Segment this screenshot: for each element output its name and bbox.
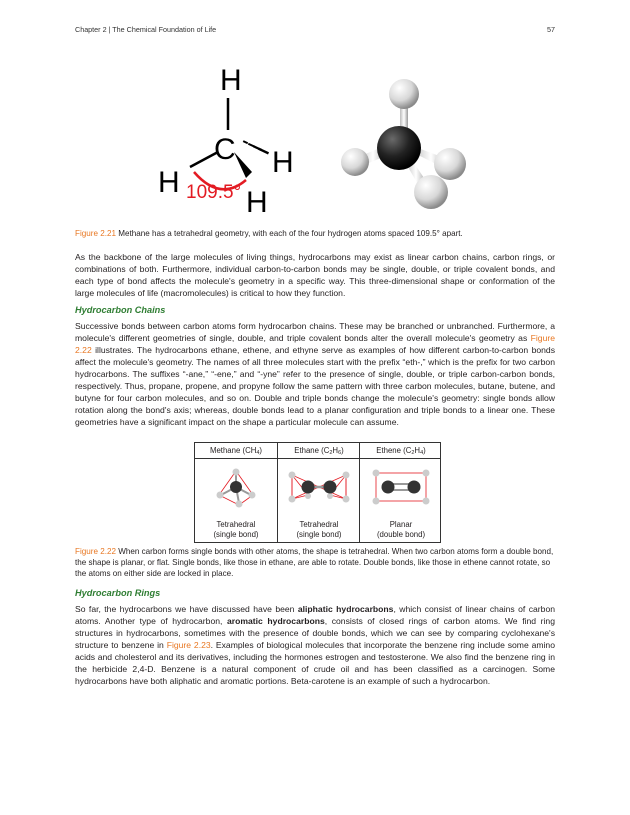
section-heading-chains: Hydrocarbon Chains — [75, 305, 166, 315]
chapter-title: Chapter 2 | The Chemical Foundation of Life — [75, 25, 217, 34]
figure-label: Figure 2.22 — [75, 547, 116, 556]
figure-label: Figure 2.21 — [75, 229, 116, 238]
paragraph-intro: As the backbone of the large molecules of living things, hydrocarbons may exist as linear carbon chains, carbon rings, or combinations of both. Furthermore, individual carbon-to-carbon bonds may be single, double, or triple covalent bonds, and each type of bond affects the molecule's geometry in a specific way. This three-dimensional shape or conformation of the large molecules of life (macromolecules) is critical to how they function. — [75, 252, 555, 298]
table-column-methane — [195, 443, 277, 542]
atom-c: C — [214, 133, 236, 166]
paragraph-chains: Successive bonds between carbon atoms form hydrocarbon chains. These may be branched or unbranched. Furthermore, a molecule's different geometries of single, double, and triple covalent bonds alter the overall molecule's geometry as Figure 2.22 illustrates. The hydrocarbons ethane, ethene, and ethyne serve as examples of how different carbon-to-carbon bonds affect the molecule's geometry. The names of all three molecules start with the prefix “eth-,” which is the prefix for two carbon hydrocarbons. The suffixes “-ane,” “-ene,” and “-yne” refer to the presence of single, double, or triple carbon-carbon bonds, respectively. Thus, propane, propene, and propyne follow the same pattern with three carbon molecules, butane, butene, and butyne for four carbon molecules, and so on. Double and triple bonds change the molecule's geometry: single bonds allow rotation along the bond's axis; whereas, double bonds lead to a planar configuration and triple bonds to a linear one. These geometries have a significant impact on the shape a particular molecule can assume. — [75, 321, 555, 427]
term-aromatic: aromatic hydrocarbons — [227, 615, 325, 626]
figure-2-23-link[interactable]: Figure 2.23 — [166, 639, 211, 650]
section-heading-rings: Hydrocarbon Rings — [75, 588, 161, 598]
figure-2-22-link[interactable]: Figure 2.22 — [75, 332, 555, 355]
figure-2-21-caption: Figure 2.21 Methane has a tetrahedral geometry, with each of the four hydrogen atoms spaced 109.5° apart. — [75, 229, 463, 238]
geometry-label: Tetrahedral (single bond) — [296, 520, 342, 539]
ethene-model — [368, 465, 434, 509]
methane-figure — [150, 52, 480, 227]
geometry-label: Planar (double bond) — [376, 520, 426, 539]
page-header — [75, 25, 555, 37]
atom-h-right: H — [272, 146, 294, 179]
figure-2-22-table — [194, 442, 441, 543]
atom-h-bottom: H — [246, 186, 268, 219]
column-header: Methane $(CH_4)$ — [209, 446, 263, 456]
geometry-label: Tetrahedral (single bond) — [213, 520, 259, 539]
atom-h-top: H — [220, 64, 242, 97]
methane-structural-formula — [158, 64, 294, 219]
term-aliphatic: aliphatic hydrocarbons — [297, 604, 394, 614]
methane-ball-and-stick-model — [341, 79, 466, 209]
ethane-model — [286, 465, 352, 509]
atom-h-left: H — [158, 166, 180, 199]
methane-model — [211, 465, 261, 509]
bond-angle-label: 109.5° — [186, 182, 242, 203]
column-header: Ethene $(C_2H_4)$ — [376, 446, 426, 456]
column-header: Ethane $(C_2H_6)$ — [294, 446, 344, 456]
table-column-ethene — [359, 443, 441, 542]
table-column-ethane — [277, 443, 359, 542]
page-number: 57 — [547, 25, 555, 34]
figure-2-22-caption: Figure 2.22 When carbon forms single bonds with other atoms, the shape is tetrahedral. When two carbon atoms form a double bond, the shape is planar, or flat. Single bonds, like those in ethane, are able to rotate. Double bonds, like those in ethene cannot rotate, so the atoms on either side are locked in place. — [75, 547, 554, 578]
paragraph-rings: So far, the hydrocarbons we have discussed have been aliphatic hydrocarbons, which consist of linear chains of carbon atoms. Another type of hydrocarbon, aromatic hydrocarbons, consists of closed rings of carbon atoms. We find ring structures in hydrocarbons, sometimes with the presence of double bonds, which we can see by comparing cyclohexane's structure to benzene in Figure 2.23. Examples of biological molecules that incorporate the benzene ring include some amino acids and cholesterol and its derivatives, including the hormones estrogen and testosterone. We also find the benzene ring in the herbicide 2,4-D. Benzene is a natural component of crude oil and has been classified as a carcinogen. Some hydrocarbons have both aliphatic and aromatic portions. Beta-carotene is an example of such a hydrocarbon. — [75, 604, 556, 686]
